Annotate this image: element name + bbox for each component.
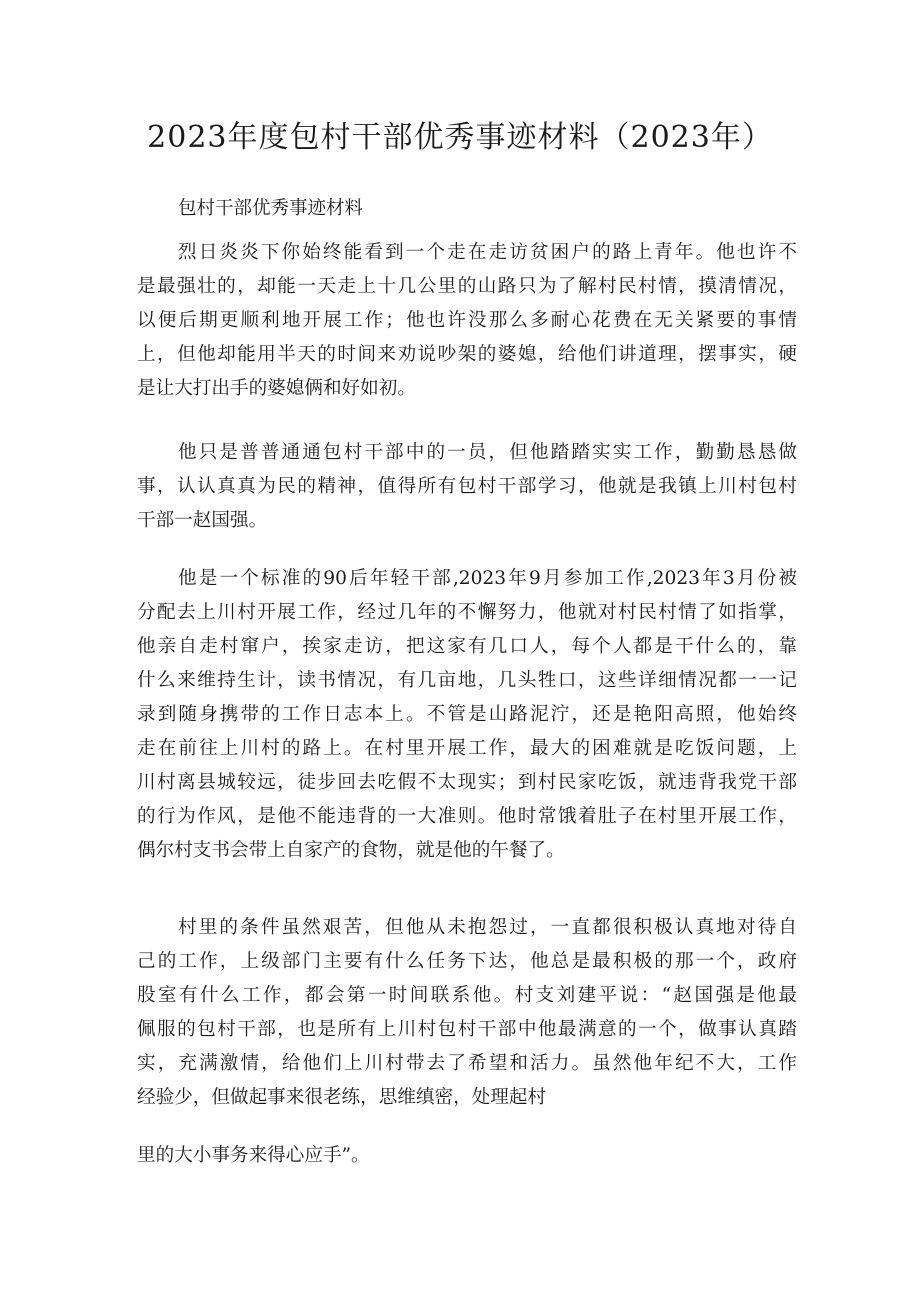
paragraph-line: 什么来维持生计，读书情况，有几亩地，几头牲口，这些详细情况都一一记 — [137, 670, 797, 691]
paragraph-line: 烈日炎炎下你始终能看到一个走在走访贫困户的路上青年。他也许不 — [178, 242, 797, 263]
paragraph-4 — [137, 911, 797, 1115]
paragraph-line: 走在前往上川村的路上。在村里开展工作，最大的困难就是吃饭问题，上 — [137, 738, 797, 759]
paragraph-line: 以便后期更顺利地开展工作；他也许没那么多耐心花费在无关紧要的事情 — [137, 310, 797, 331]
document-subtitle: 包村干部优秀事迹材料 — [178, 198, 364, 219]
paragraph-line: 是最强壮的，却能一天走上十几公里的山路只为了解村民村情，摸清情况， — [137, 276, 797, 297]
paragraph-line: 股室有什么工作，都会第一时间联系他。村支刘建平说：“赵国强是他最 — [137, 985, 797, 1006]
paragraph-line: 偶尔村支书会带上自家产的食物，就是他的午餐了。 — [137, 840, 565, 861]
paragraph-line: 己的工作，上级部门主要有什么任务下达，他总是最积极的那一个，政府 — [137, 951, 797, 972]
paragraph-line: 川村离县城较远，徒步回去吃假不太现实；到村民家吃饭，就违背我党干部 — [137, 772, 797, 793]
paragraph-line: 他是一个标准的90后年轻干部,2023年9月参加工作,2023年3月份被 — [178, 568, 797, 589]
paragraph-line: 事，认认真真为民的精神，值得所有包村干部学习，他就是我镇上川村包村 — [137, 476, 797, 497]
paragraph-line: 经验少，但做起事来很老练，思维缜密，处理起村 — [137, 1087, 547, 1108]
paragraph-line: 干部一赵国强。 — [137, 510, 268, 531]
paragraph-line: 的行为作风，是他不能违背的一大准则。他时常饿着肚子在村里开展工作， — [137, 806, 797, 827]
paragraph-line: 实，充满激情，给他们上川村带去了希望和活力。虽然他年纪不大，工作 — [137, 1053, 797, 1074]
paragraph-2 — [137, 436, 797, 538]
paragraph-3 — [137, 562, 797, 868]
paragraph-line: 分配去上川村开展工作，经过几年的不懈努力，他就对村民村情了如指掌， — [137, 602, 797, 623]
paragraph-line: 佩服的包村干部，也是所有上川村包村干部中他最满意的一个，做事认真踏 — [137, 1019, 797, 1040]
document-title: 2023年度包村干部优秀事迹材料（2023年） — [147, 120, 773, 155]
paragraph-line: 是让大打出手的婆媳俩和好如初。 — [137, 378, 416, 399]
paragraph-line: 村里的条件虽然艰苦，但他从未抱怨过，一直都很积极认真地对待自 — [178, 917, 797, 938]
paragraph-line: 上，但他却能用半天的时间来劝说吵架的婆媳，给他们讲道理，摆事实，硬 — [137, 344, 797, 365]
paragraph-5 — [137, 1139, 797, 1173]
paragraph-line: 录到随身携带的工作日志本上。不管是山路泥泞，还是艳阳高照，他始终 — [137, 704, 797, 725]
paragraph-line: 他只是普普通通包村干部中的一员，但他踏踏实实工作，勤勤恳恳做 — [178, 442, 797, 463]
paragraph-1 — [137, 236, 797, 406]
paragraph-line: 他亲自走村窜户，挨家走访，把这家有几口人，每个人都是干什么的，靠 — [137, 636, 797, 657]
paragraph-line: 里的大小事务来得心应手”。 — [137, 1145, 370, 1166]
